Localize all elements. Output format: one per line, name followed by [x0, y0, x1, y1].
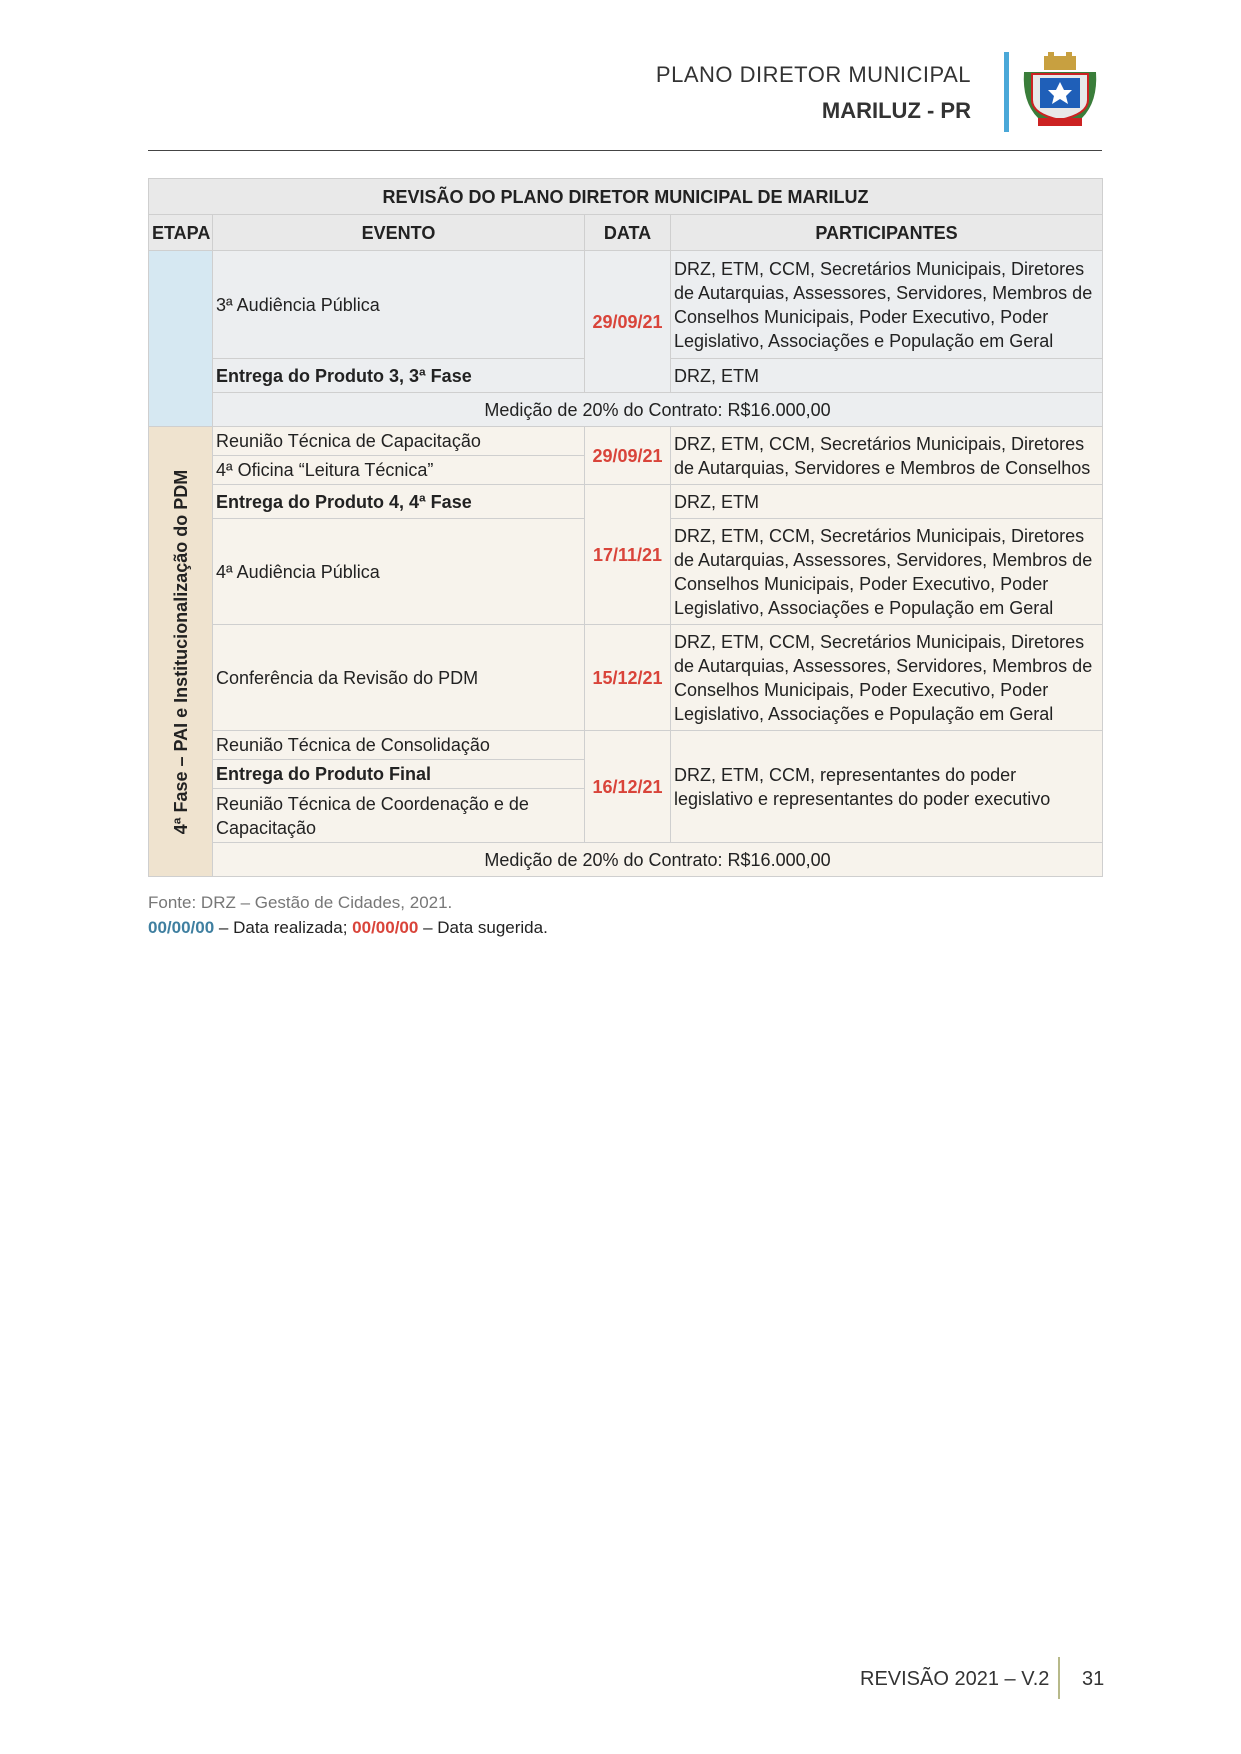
col-header-data: DATA [585, 215, 671, 251]
etapa-cell-4a-fase [149, 427, 213, 877]
header-city: MARILUZ - PR [821, 98, 971, 123]
col-header-etapa: ETAPA [149, 215, 213, 251]
evento-cell: Entrega do Produto 4, 4ª Fase [213, 485, 585, 519]
participantes-cell: DRZ, ETM, CCM, representantes do poder legislativo e representantes do poder executivo [671, 731, 1103, 843]
participantes-cell: DRZ, ETM, CCM, Secretários Municipais, Diretores de Autarquias, Assessores, Servidores, Membros de Conselhos Municipais, Poder Executivo, Poder Legislativo, Associações e População em Geral [671, 625, 1103, 731]
evento-cell: Entrega do Produto Final [213, 760, 585, 789]
municipal-crest-icon [1018, 52, 1102, 132]
medicao-cell: Medição de 20% do Contrato: R$16.000,00 [213, 843, 1103, 877]
table-row [149, 485, 1103, 519]
legend-done-code: 00/00/00 [148, 918, 215, 937]
page-number: 31 [1082, 1668, 1105, 1690]
document-header [656, 62, 971, 124]
participantes-cell: DRZ, ETM, CCM, Secretários Municipais, Diretores de Autarquias, Assessores, Servidores, Membros de Conselhos Municipais, Poder Executivo, Poder Legislativo, Associações e População em Geral [671, 251, 1103, 359]
table-row [149, 251, 1103, 359]
evento-cell: Entrega do Produto 3, 3ª Fase [213, 359, 585, 393]
etapa-label-4a-fase: 4ª Fase – PAI e Institucionalização do PDM [170, 469, 191, 834]
footer-divider [1058, 1657, 1060, 1699]
table-row [149, 427, 1103, 456]
participantes-cell: DRZ, ETM [671, 485, 1103, 519]
table-source: Fonte: DRZ – Gestão de Cidades, 2021. [148, 893, 453, 912]
legend-done-text: – Data realizada; [214, 918, 353, 937]
participantes-cell: DRZ, ETM [671, 359, 1103, 393]
date-legend [148, 918, 548, 938]
date-cell: 29/09/21 [585, 427, 671, 485]
evento-cell: 3ª Audiência Pública [213, 251, 585, 359]
date-cell: 16/12/21 [585, 731, 671, 843]
table-row [149, 843, 1103, 877]
participantes-cell: DRZ, ETM, CCM, Secretários Municipais, Diretores de Autarquias, Assessores, Servidores, Membros de Conselhos Municipais, Poder Executivo, Poder Legislativo, Associações e População em Geral [671, 519, 1103, 625]
date-cell: 29/09/21 [585, 251, 671, 393]
date-cell: 17/11/21 [585, 485, 671, 625]
schedule-table [148, 178, 1103, 877]
col-header-evento: EVENTO [213, 215, 585, 251]
evento-cell: Reunião Técnica de Coordenação e de Capacitação [213, 789, 585, 843]
evento-cell: Reunião Técnica de Capacitação [213, 427, 585, 456]
medicao-cell: Medição de 20% do Contrato: R$16.000,00 [213, 393, 1103, 427]
legend-suggested-code: 00/00/00 [352, 918, 419, 937]
footer-revision: REVISÃO 2021 – V.2 [860, 1668, 1050, 1690]
table-title: REVISÃO DO PLANO DIRETOR MUNICIPAL DE MARILUZ [149, 179, 1103, 215]
header-accent-bar [1004, 52, 1009, 132]
participantes-cell: DRZ, ETM, CCM, Secretários Municipais, Diretores de Autarquias, Servidores e Membros de Conselhos [671, 427, 1103, 485]
header-divider [148, 150, 1102, 151]
legend-suggested-text: – Data sugerida. [418, 918, 548, 937]
header-plan-title: PLANO DIRETOR MUNICIPAL [655, 62, 971, 87]
table-row [149, 625, 1103, 731]
date-cell: 15/12/21 [585, 625, 671, 731]
evento-cell: 4ª Oficina “Leitura Técnica” [213, 456, 585, 485]
col-header-participantes: PARTICIPANTES [671, 215, 1103, 251]
evento-cell: Reunião Técnica de Consolidação [213, 731, 585, 760]
table-row [149, 393, 1103, 427]
evento-cell: 4ª Audiência Pública [213, 519, 585, 625]
etapa-cell-3a-fase [149, 251, 213, 427]
evento-cell: Conferência da Revisão do PDM [213, 625, 585, 731]
table-row [149, 731, 1103, 760]
